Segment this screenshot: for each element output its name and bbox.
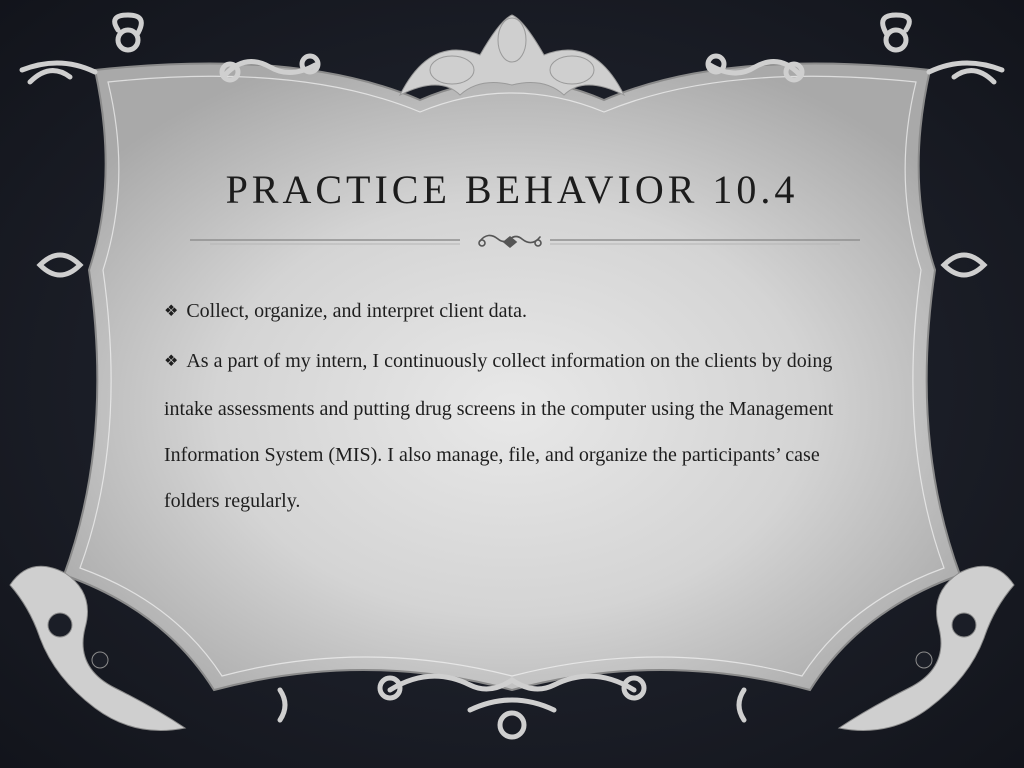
bullet-item: [164, 288, 864, 336]
bullet-item: [164, 338, 864, 524]
bullet-list: [164, 288, 864, 526]
top-center-crest: [400, 15, 624, 95]
slide-title: PRACTICE BEHAVIOR 10.4: [225, 167, 799, 212]
bullet-text: As a part of my intern, I continuously collect information on the clients by doing intake assessments and putting drug screens in the computer using the Management Information System (MIS). I also manage, file, and organize the participants’ case folders regularly.: [164, 350, 834, 512]
diamond-bullet-icon: ❖: [164, 353, 179, 370]
title-divider: [190, 228, 860, 254]
bullet-text: Collect, organize, and interpret client data.: [186, 300, 527, 322]
scroll-flourish-icon: [479, 235, 541, 247]
diamond-bullet-icon: ❖: [164, 303, 179, 320]
